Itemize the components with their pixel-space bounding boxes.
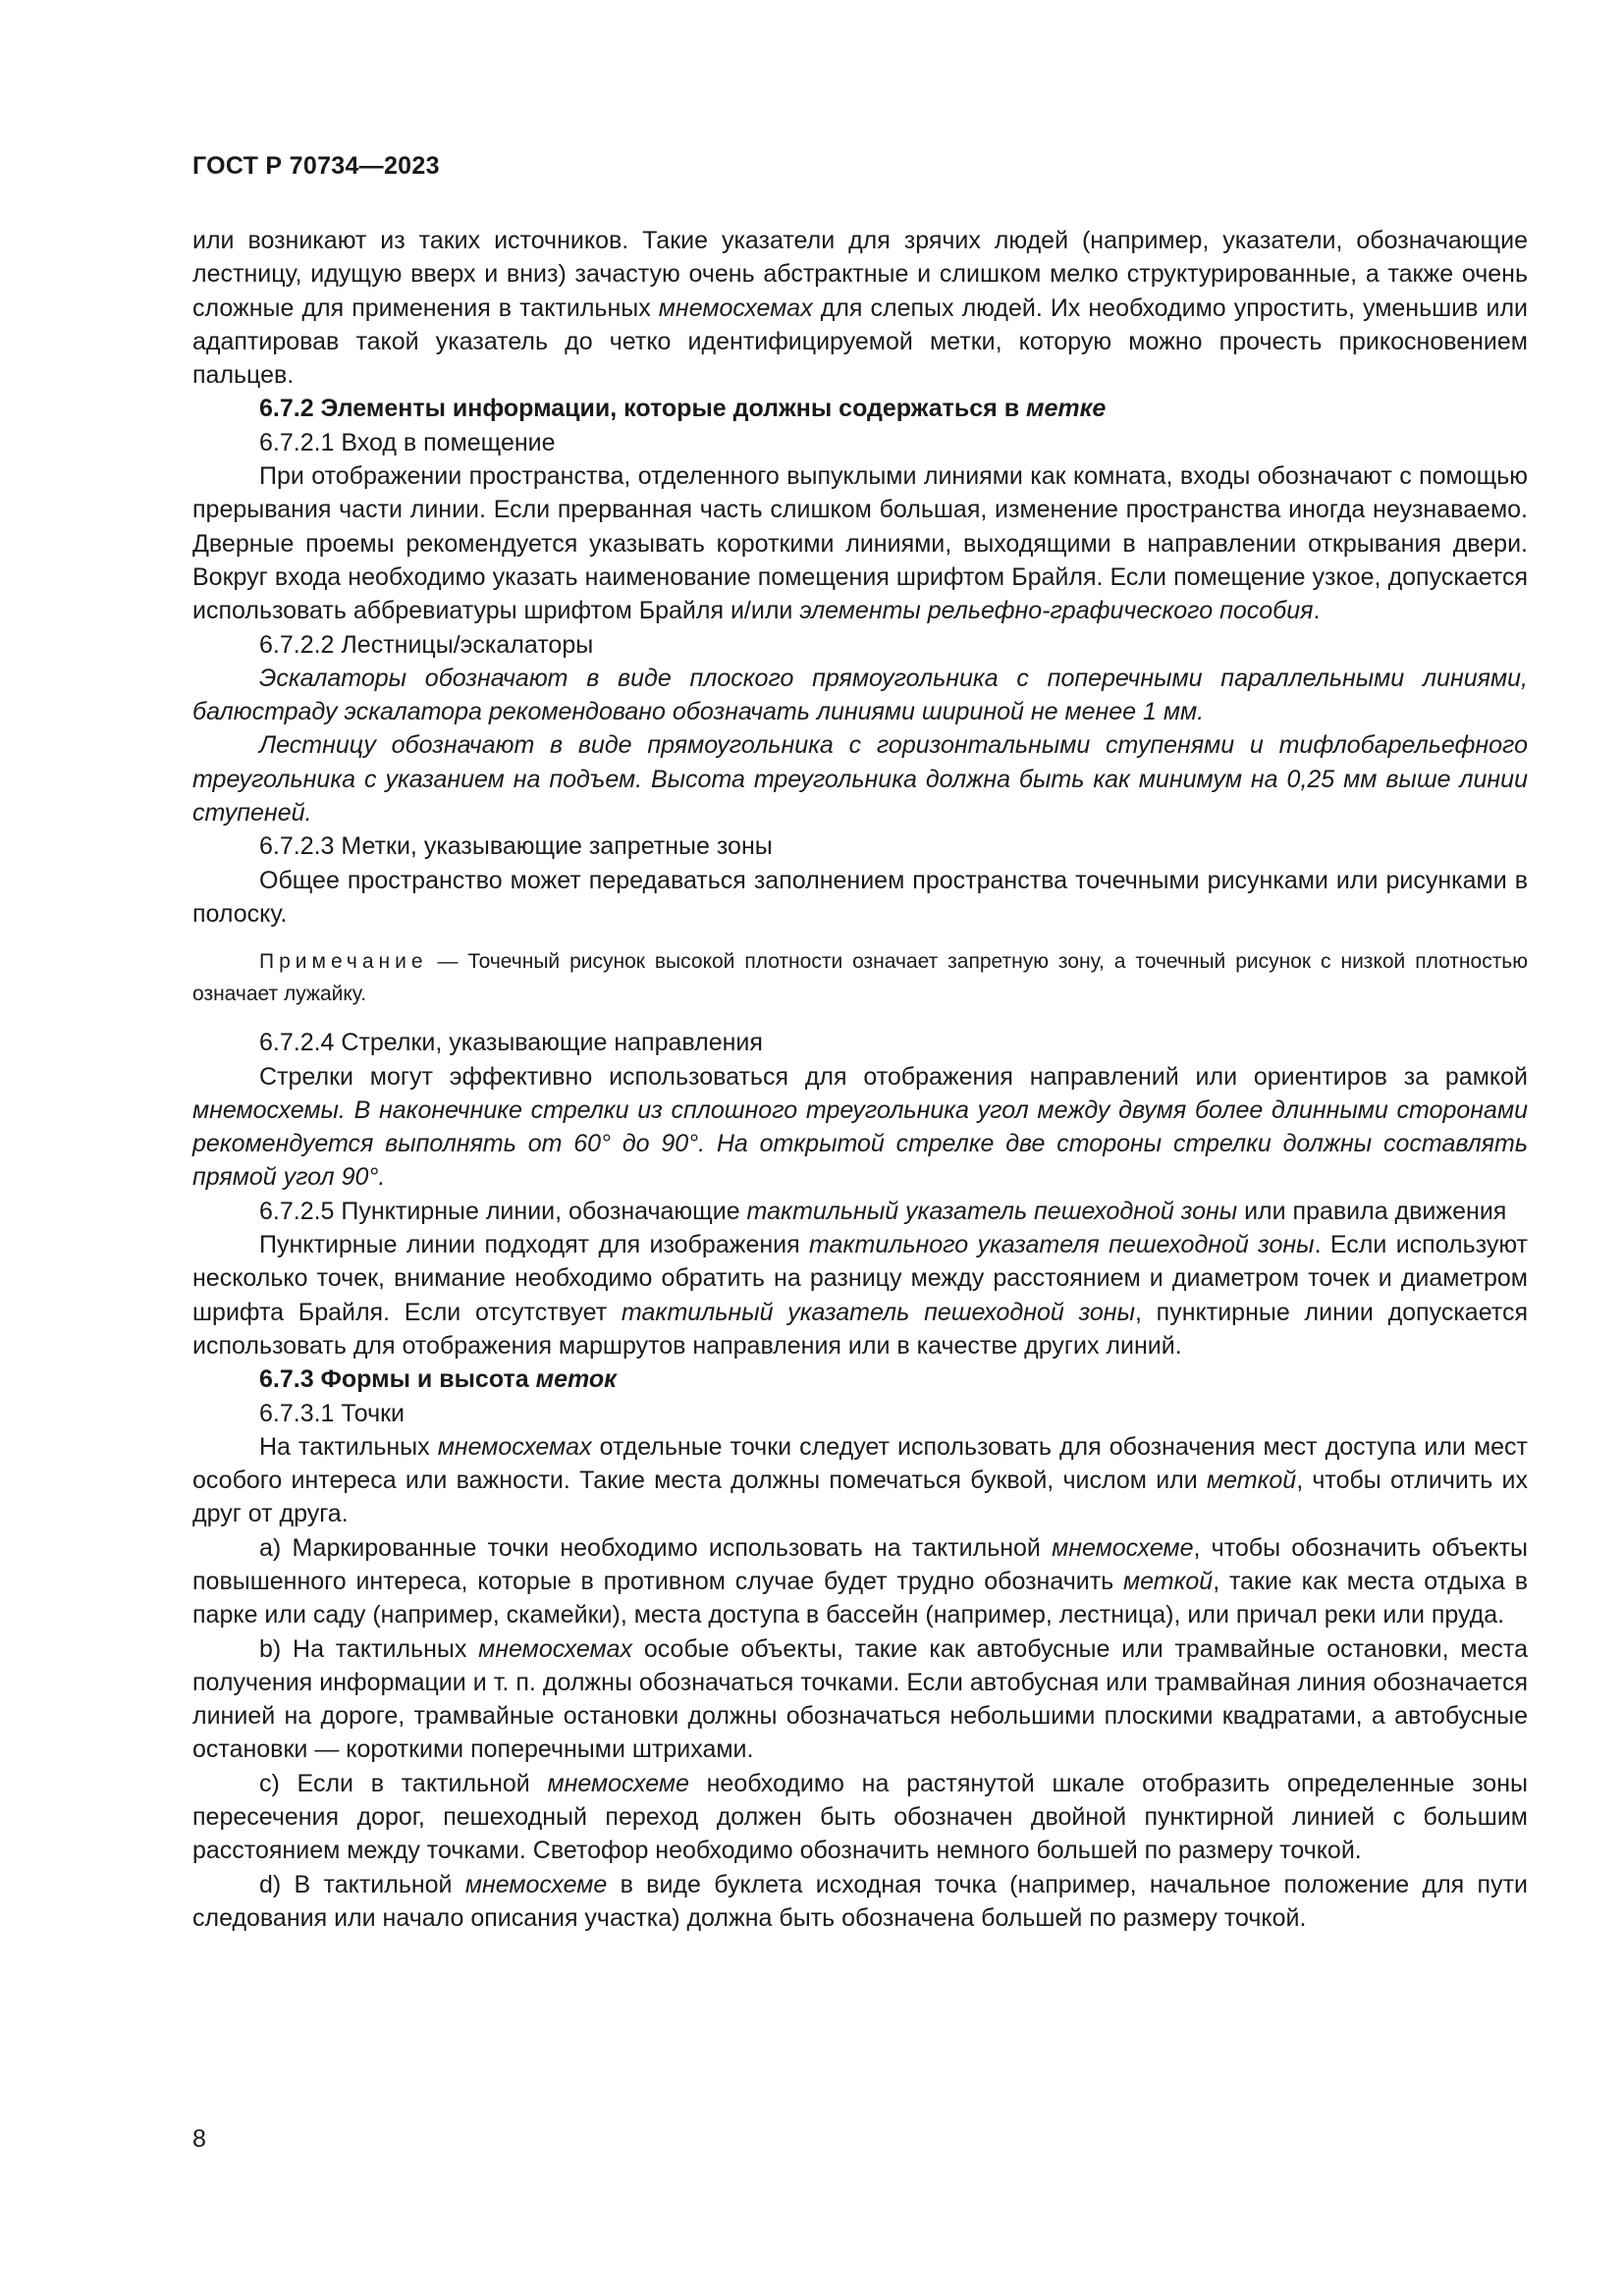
list-item-a: а) Маркированные точки необходимо использовать на тактильной мнемосхеме, чтобы обозначить объекты повышенного интереса, которые в противном случае будет трудно обозначить меткой, такие как места отдыха в парке или саду (например, скамейки), места доступа в бассейн (например, лестница), или причал реки или пруда.	[192, 1533, 1528, 1629]
paragraph-continuation: или возникают из таких источников. Такие указатели для зрячих людей (например, указатели, обозначающие лестницу, идущую вверх и вниз) зачастую очень абстрактные и слишком мелко структурированные, а также очень сложные для применения в тактильных мнемосхемах для слепых людей. Их необходимо упростить, уменьшив или адаптировав такой указатель до четко идентифицируемой метки, которую можно прочесть прикосновением пальцев.	[192, 227, 1528, 390]
subsection-heading-6-7-2-2: 6.7.2.2 Лестницы/эскалаторы	[259, 630, 594, 659]
document-code-header: ГОСТ Р 70734—2023	[192, 152, 440, 180]
list-item-d: d) В тактильной мнемосхеме в виде буклета исходная точка (например, начальное положение для пути следования или начало описания участка) должна быть обозначена большей по размеру точкой.	[192, 1870, 1528, 1932]
list-item-b: b) На тактильных мнемосхемах особые объекты, такие как автобусные или трамвайные остановки, места получения информации и т. п. должны обозначаться точками. Если автобусная или трамвайная линия обозначается линией на дороге, трамвайные остановки должны обозначаться небольшими плоскими квадратами, а автобусные остановки — короткими поперечными штрихами.	[192, 1634, 1529, 1764]
subsection-heading-6-7-2-4: 6.7.2.4 Стрелки, указывающие направления	[259, 1029, 763, 1057]
note-label: Примечание	[259, 950, 428, 974]
subsection-heading-6-7-2-3: 6.7.2.3 Метки, указывающие запретные зоны	[259, 832, 773, 861]
subsection-heading-6-7-2-5: 6.7.2.5 Пунктирные линии, обозначающие тактильный указатель пешеходной зоны или правила движения	[259, 1197, 1507, 1225]
paragraph-zones: Общее пространство может передаваться заполнением пространства точечными рисунками или рисунками в полоску.	[192, 866, 1528, 928]
subsection-heading-6-7-3-1: 6.7.3.1 Точки	[259, 1399, 405, 1427]
list-item-c: с) Если в тактильной мнемосхеме необходимо на растянутой шкале отобразить определенные зоны пересечения дорог, пешеходный переход должен быть обозначен двойной пунктирной линией с большим расстоянием между точками. Светофор необходимо обозначить немного большей по размеру точкой.	[192, 1769, 1528, 1865]
paragraph-points: На тактильных мнемосхемах отдельные точки следует использовать для обозначения мест доступа или мест особого интереса или важности. Такие места должны помечаться буквой, числом или меткой, чтобы отличить их друг от друга.	[192, 1432, 1529, 1528]
paragraph-dotted-lines: Пунктирные линии подходят для изображения тактильного указателя пешеходной зоны. Если используют несколько точек, внимание необходимо обратить на разницу между расстоянием и диаметром точек и диаметром шрифта Брайля. Если отсутствует тактильный указатель пешеходной зоны, пунктирные линии допускается использовать для отображения маршрутов направления или в качестве других линий.	[192, 1231, 1528, 1360]
page-number: 8	[192, 2125, 206, 2153]
section-heading-6-7-2: 6.7.2 Элементы информации, которые должны содержаться в метке	[259, 395, 1107, 423]
note-text: — Точечный рисунок высокой плотности означает запретную зону, а точечный рисунок с низкой плотностью означает лужайку.	[192, 950, 1528, 1006]
note	[192, 945, 1528, 1010]
section-heading-6-7-3: 6.7.3 Формы и высота меток	[259, 1365, 617, 1394]
paragraph-arrows: Стрелки могут эффективно использоваться для отображения направлений или ориентиров за рамкой мнемосхемы. В наконечнике стрелки из сплошного треугольника угол между двумя более длинными сторонами рекомендуется выполнять от 60° до 90°. На открытой стрелке две стороны стрелки должны составлять прямой угол 90°.	[192, 1062, 1528, 1192]
paragraph-escalators: Эскалаторы обозначают в виде плоского прямоугольника с поперечными параллельными линиями, балюстраду эскалатора рекомендовано обозначать линиями шириной не менее 1 мм.	[192, 664, 1528, 726]
subsection-heading-6-7-2-1: 6.7.2.1 Вход в помещение	[259, 428, 556, 456]
paragraph-entry: При отображении пространства, отделенного выпуклыми линиями как комната, входы обозначают с помощью прерывания части линии. Если прерванная часть слишком большая, изменение пространства иногда неузнаваемо. Дверные проемы рекомендуется указывать короткими линиями, выходящими в направлении открывания двери. Вокруг входа необходимо указать наименование помещения шрифтом Брайля. Если помещение узкое, допускается использовать аббревиатуры шрифтом Брайля и/или элементы рельефно-графического пособия.	[192, 462, 1528, 625]
document-body	[192, 224, 1528, 1935]
paragraph-stairs: Лестницу обозначают в виде прямоугольника с горизонтальными ступенями и тифлобарельефного треугольника с указанием на подъем. Высота треугольника должна быть как минимум на 0,25 мм выше линии ступеней.	[192, 731, 1528, 828]
